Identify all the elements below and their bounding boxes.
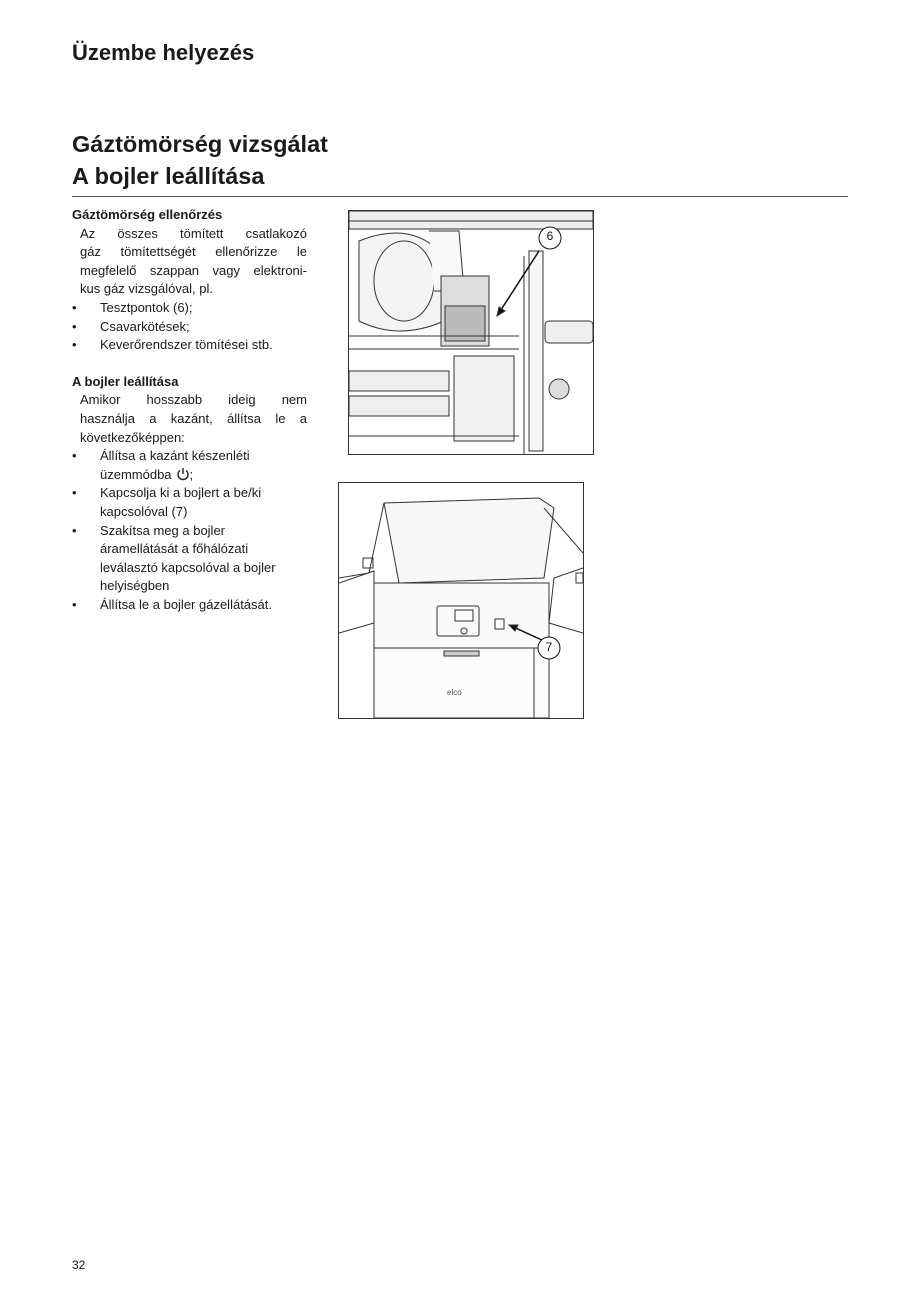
gas-valve-figure [348,210,594,455]
list-item: • Tesztpontok (6); [72,299,193,315]
standby-power-icon [176,467,190,481]
callout-7: 7 [545,640,553,654]
list-item: • Csavarkötések; [72,318,190,334]
text-column [72,206,307,614]
boiler-front-figure [338,482,584,719]
gas-check-heading: Gáztömörség ellenőrzés [72,207,223,222]
paragraph-line: megfelelő szappan vagy elektroni- [80,262,307,278]
callout-6: 6 [546,229,554,243]
section-title-line2: A bojler leállítása [72,163,265,189]
list-item: • Kapcsolja ki a bojlert a be/ki kapcsolóval (7) [72,485,262,519]
list-item: • Állítsa le a bojler gázellátását. [72,596,272,612]
divider [72,196,848,197]
chapter-title: Üzembe helyezés [72,40,255,65]
list-item: • Szakítsa meg a bojler áramellátását a főhálózati leválasztó kapcsolóval a bojler helyiségben [72,522,276,594]
paragraph-line: használja a kazánt, állítsa le a [80,410,307,426]
paragraph-line: kus gáz vizsgálóval, pl. [80,281,213,297]
page-number: 32 [72,1258,86,1272]
paragraph-line: következőképpen: [80,429,185,445]
section-title-line1: Gáztömörség vizsgálat [72,131,328,157]
shutdown-heading: A bojler leállítása [72,373,179,389]
list-item: • Állítsa a kazánt készenléti üzemmódba ; [72,448,250,482]
paragraph-line: gáz tömítettségét ellenőrizze le [80,244,307,260]
brand-logo: elco [447,688,462,697]
paragraph-line: Amikor hosszabb ideig nem [80,392,307,408]
paragraph-line: Az összes tömített csatlakozó [80,225,307,241]
list-item: • Keverőrendszer tömítései stb. [72,337,273,353]
